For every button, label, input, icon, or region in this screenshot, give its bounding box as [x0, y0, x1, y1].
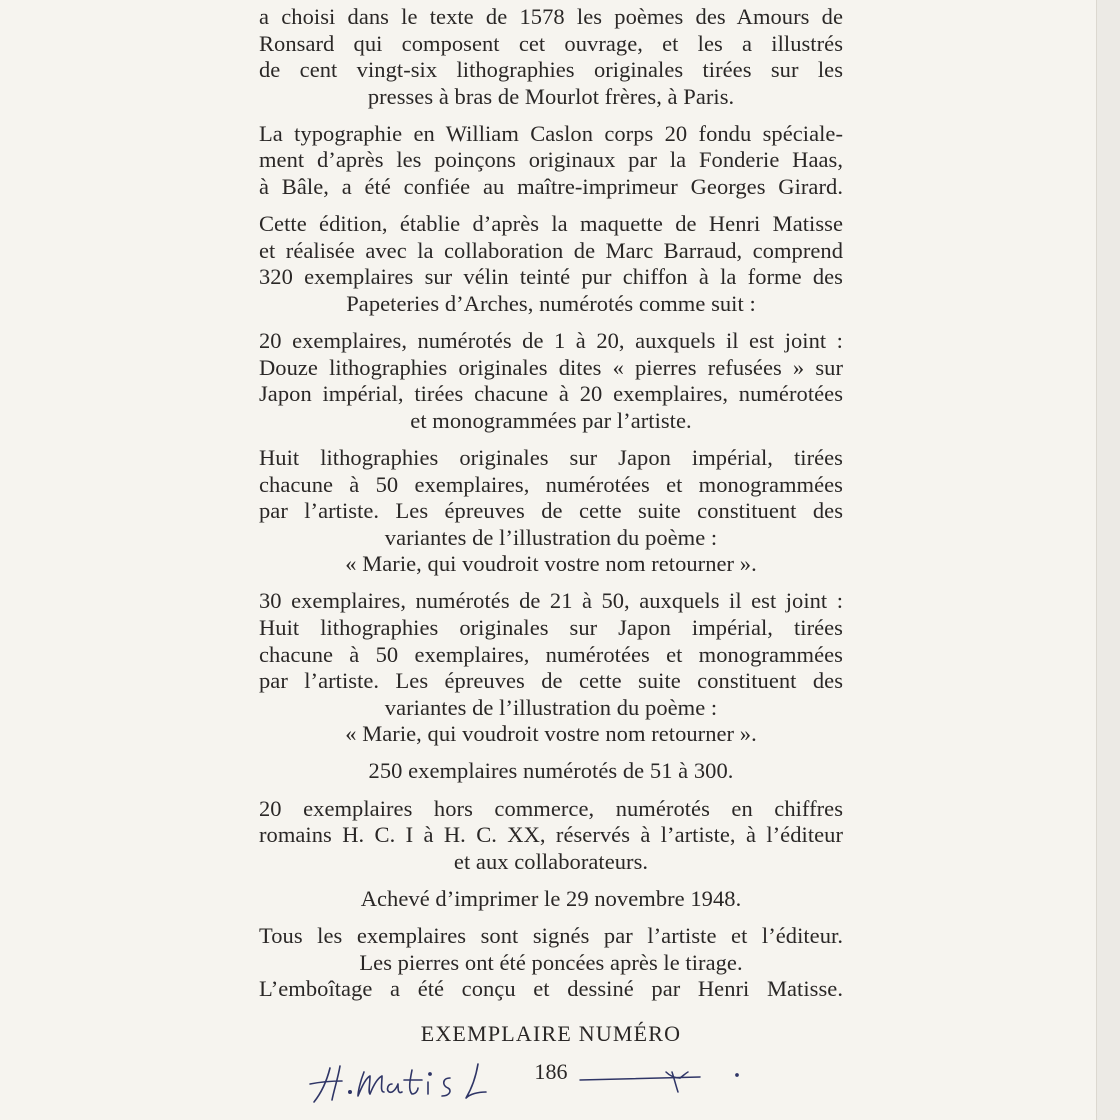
paragraph-typography	[259, 121, 843, 201]
paragraph-copies-51-300: 250 exemplaires numérotés de 51 à 300.	[368, 758, 734, 784]
text-line: Cette édition, établie d’après la maquette de Henri Matisse	[259, 211, 843, 237]
text-line: « Marie, qui voudroit vostre nom retourner ».	[345, 721, 757, 747]
artist-signature	[310, 1064, 486, 1102]
text-line: presses à bras de Mourlot frères, à Paris.	[367, 83, 735, 109]
text-line: par l’artiste. Les épreuves de cette suite constituent des	[259, 498, 843, 524]
text-line: et monogrammées par l’artiste.	[410, 407, 692, 433]
editor-signature	[580, 1072, 738, 1092]
paragraph-suite-1	[259, 445, 843, 578]
paragraph-hors-commerce	[259, 796, 843, 876]
colophon-text	[259, 4, 843, 1086]
exemplaire-number: 186	[534, 1059, 568, 1085]
paragraph-print-date: Achevé d’imprimer le 29 novembre 1948.	[360, 885, 742, 911]
text-line: Papeteries d’Arches, numérotés comme suit :	[346, 290, 756, 316]
text-line: 320 exemplaires sur vélin teinté pur chiffon à la forme des	[259, 264, 843, 290]
text-line: Huit lithographies originales sur Japon impérial, tirées	[259, 614, 843, 640]
text-line: Japon impérial, tirées chacune à 20 exemplaires, numérotées	[259, 381, 843, 407]
text-line: variantes de l’illustration du poème :	[384, 524, 718, 550]
text-line: romains H. C. I à H. C. XX, réservés à l’artiste, à l’éditeur	[259, 822, 843, 848]
text-line: à Bâle, a été confiée au maître-imprimeur Georges Girard.	[259, 174, 843, 200]
exemplaire-label: EXEMPLAIRE NUMÉRO	[420, 1020, 682, 1046]
text-line: 20 exemplaires hors commerce, numérotés en chiffres	[259, 795, 843, 821]
signature-graphics	[300, 1048, 780, 1108]
text-line: chacune à 50 exemplaires, numérotées et monogrammées	[259, 641, 843, 667]
text-line: 20 exemplaires, numérotés de 1 à 20, auxquels il est joint :	[259, 328, 843, 354]
text-line: a choisi dans le texte de 1578 les poèmes des Amours de	[259, 4, 843, 29]
paragraph-intro	[259, 4, 843, 110]
paragraph-signatures-note	[259, 923, 843, 1003]
signatures	[300, 1048, 780, 1108]
text-line: Les pierres ont été poncées après le tirage.	[359, 949, 743, 975]
text-line: Huit lithographies originales sur Japon impérial, tirées	[259, 444, 843, 470]
text-line: Tous les exemplaires sont signés par l’artiste et l’éditeur.	[259, 922, 843, 948]
text-line: de cent vingt-six lithographies originales tirées sur les	[259, 57, 843, 83]
text-line: Ronsard qui composent cet ouvrage, et les a illustrés	[259, 30, 843, 56]
text-line: La typographie en William Caslon corps 20 fondu spéciale-	[259, 120, 843, 146]
text-line: chacune à 50 exemplaires, numérotées et monogrammées	[259, 471, 843, 497]
text-line: par l’artiste. Les épreuves de cette suite constituent des	[259, 668, 843, 694]
text-line: et réalisée avec la collaboration de Marc Barraud, comprend	[259, 237, 843, 263]
paragraph-copies-1-20	[259, 328, 843, 434]
text-line: variantes de l’illustration du poème :	[384, 694, 718, 720]
text-line: 30 exemplaires, numérotés de 21 à 50, auxquels il est joint :	[259, 588, 843, 614]
text-line: et aux collaborateurs.	[453, 848, 649, 874]
paragraph-copies-21-50	[259, 588, 843, 748]
text-line: « Marie, qui voudroit vostre nom retourner ».	[345, 551, 757, 577]
paragraph-edition	[259, 211, 843, 317]
text-line: ment d’après les poinçons originaux par la Fonderie Haas,	[259, 147, 843, 173]
text-line: Douze lithographies originales dites « pierres refusées » sur	[259, 354, 843, 380]
text-line: L’emboîtage a été conçu et dessiné par Henri Matisse.	[259, 976, 843, 1002]
deckle-edge	[1088, 0, 1104, 1120]
